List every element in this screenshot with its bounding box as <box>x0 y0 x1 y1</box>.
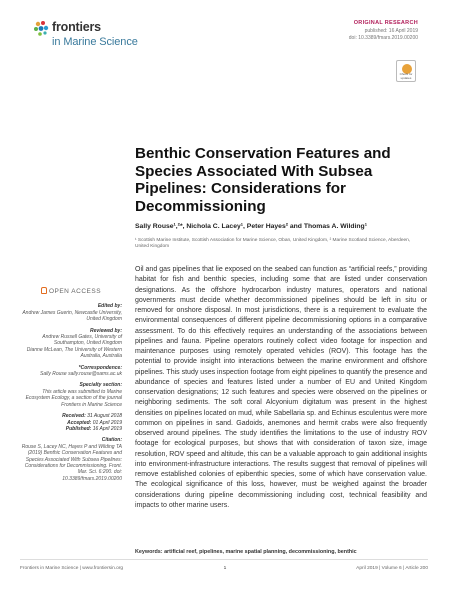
citation-text: Rouse S, Lacey NC, Hayes P and Wilding TA (2019) Benthic Conservation Features and Species Associated With Subsea Pipelines: Considerations for Decommissioning. Front. Mar. Sci. 6:200. doi: 10.3389/fmars.2019.00200 <box>21 443 122 482</box>
specialty-text: This article was submitted to Marine Ecosystem Ecology, a section of the journal Frontiers in Marine Science <box>25 388 122 408</box>
reviewed-by-label: Reviewed by: <box>90 327 122 334</box>
editor: Andrew James Guerin, Newcastle University, United Kingdom <box>22 309 122 323</box>
published-date: published: 16 April 2019 <box>364 27 418 34</box>
reviewer-1: Andrew Russell Gates, University of Southampton, United Kingdom <box>42 334 122 347</box>
citation-label: Citation: <box>101 437 122 444</box>
keywords <box>135 549 427 555</box>
journal-name: in Marine Science <box>52 36 138 48</box>
check-for-updates-button[interactable] <box>396 60 416 82</box>
abstract-text: Oil and gas pipelines that lie exposed on the seabed can function as “artificial reefs,” providing habitat for fish and benthic species, including some that are listed under conservation designations. As the offshore hydrocarbon industry matures, operators and national governments must decide whether decommissioned pipelines should be left in situ or removed for onshore disposal. In most jurisdictions, there is a requirement to evaluate the environmental consequences of different pipeline decommissioning options in a comparative assessment. To do this effectively requires an understanding of the associations between pipelines and fauna. Pipeline operators routinely collect video footage for inspection and maintenance purposes using remotely operated vehicles (ROV). This footage has the potential to provide insight into interactions between the marine environment and offshore pipelines. This study uses inspection footage from eight pipelines to quantify the presence and abundance of species and features listed under a number of EU and United Kingdom conservation designations; 12 such features and species were observed on the pipelines or neighboring sediments. The soft coral Alcyonium digitatum was present in the highest densities on pipelines located on mud, while Sabellaria sp. and Echinus esculentus were more common on pipelines in sand. Gadoids, anemones and hermit crabs were also frequently observed around pipelines. The study identifies the limitations to the use of industry ROV footage for ecological purposes, but shows that with consideration of taxon size, image resolution, ROV speed and altitude, this can be a valuable approach to gain additional insights into environment-infrastructure interactions. The results suggest that removal of pipelines will remove established colonies of epibenthic species, some of which have conservation value. The ecological significance of this loss, however, must be weighed against the broader considerations during pipeline decommissioning including cost, technical feasibility and impacts to other marine users. <box>135 266 427 509</box>
keywords-label: Keywords: <box>135 549 163 555</box>
author-list: Sally Rouse¹,²*, Nichola C. Lacey¹, Peter Hayes² and Thomas A. Wilding¹ <box>135 223 367 230</box>
affiliations: ¹ Scottish Marine Institute, Scottish Association for Marine Science, Oban, United Kingdom, ² Marine Scotland Science, Aberdeen, United Kingdom <box>135 238 411 250</box>
frontiers-flower-icon <box>32 20 50 38</box>
frontiers-logo[interactable] <box>32 20 172 60</box>
open-access-badge: OPEN ACCESS <box>20 287 122 295</box>
brand-name: frontiers <box>52 20 101 34</box>
specialty-label: Specialty section: <box>79 382 122 389</box>
article-sidebar <box>20 287 122 482</box>
badge-label: Check for updates <box>399 72 413 80</box>
open-lock-icon <box>41 287 47 294</box>
footer-journal[interactable]: Frontiers in Marine Science | www.frontiersin.org <box>20 566 124 571</box>
footer-volume: April 2019 | Volume 6 | Article 200 <box>356 566 428 571</box>
received-row: Received: 31 August 2018 <box>62 413 122 420</box>
published-row: Published: 16 April 2019 <box>65 425 122 432</box>
correspondence-email[interactable]: Sally Rouse sally.rouse@sams.ac.uk <box>40 371 122 378</box>
keywords-list: artificial reef, pipelines, marine spatial planning, decommissioning, benthic <box>164 549 357 555</box>
doi-link[interactable]: doi: 10.3389/fmars.2019.00200 <box>348 35 418 41</box>
abstract <box>135 265 427 511</box>
correspondence-label: *Correspondence: <box>78 364 122 371</box>
article-title: Benthic Conservation Features and Species Associated With Subsea Pipelines: Considerations for Decommissioning <box>135 145 391 215</box>
reviewer-2: Dianne McLean, The University of Western Australia, Australia <box>26 346 122 360</box>
footer-divider <box>20 559 428 560</box>
page-number: 1 <box>223 566 227 571</box>
article-type: ORIGINAL RESEARCH <box>353 20 418 26</box>
edited-by-label: Edited by: <box>97 303 122 310</box>
article-meta <box>349 20 418 41</box>
accepted-row: Accepted: 01 April 2019 <box>67 419 122 426</box>
